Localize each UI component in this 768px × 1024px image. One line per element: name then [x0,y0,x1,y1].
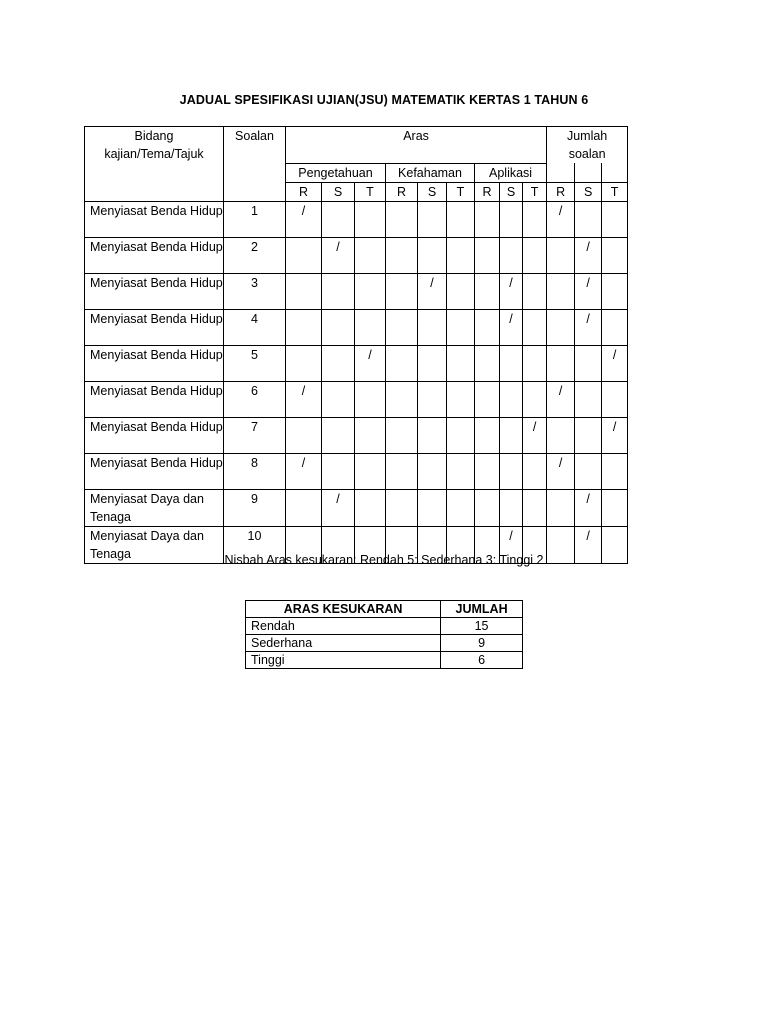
empty-cell [475,417,500,453]
empty-cell [418,237,447,273]
empty-cell [547,273,575,309]
summary-row [246,652,523,669]
empty-cell [475,309,500,345]
topic-cell: Menyiasat Daya dan Tenaga [85,526,224,563]
empty-cell [386,381,418,417]
empty-cell [602,237,628,273]
tick-mark: / [286,201,322,237]
empty-cell [475,273,500,309]
question-number-cell: 4 [224,309,286,345]
empty-cell [386,417,418,453]
topic-cell: Menyiasat Benda Hidup [85,201,224,237]
header-sub-s: S [500,182,523,201]
tick-mark: / [322,489,355,526]
tick-mark: / [500,273,523,309]
summary-row [246,618,523,635]
empty-cell [355,489,386,526]
empty-cell [547,237,575,273]
empty-cell [355,273,386,309]
empty-cell [286,345,322,381]
header-sub-s: S [322,182,355,201]
empty-cell [500,237,523,273]
empty-cell [418,345,447,381]
empty-cell [418,309,447,345]
empty-cell [475,237,500,273]
empty-cell [286,417,322,453]
table-row [85,201,628,237]
header-sub-s: S [575,182,602,201]
empty-cell [447,345,475,381]
empty-cell [386,237,418,273]
header-total-spacer [575,163,602,182]
tick-mark: / [547,381,575,417]
empty-cell [447,237,475,273]
table-row [85,489,628,526]
header-group: Aplikasi [475,163,547,182]
empty-cell [500,381,523,417]
header-group: Pengetahuan [286,163,386,182]
empty-cell [523,273,547,309]
tick-mark: / [575,309,602,345]
empty-cell [418,453,447,489]
empty-cell [523,453,547,489]
empty-cell [386,345,418,381]
empty-cell [418,201,447,237]
empty-cell [475,201,500,237]
question-number-cell: 1 [224,201,286,237]
empty-cell [475,381,500,417]
empty-cell [547,309,575,345]
question-number-cell: 6 [224,381,286,417]
empty-cell [575,381,602,417]
question-number-cell: 10 [224,526,286,563]
empty-cell [322,453,355,489]
empty-cell [286,273,322,309]
tick-mark: / [500,309,523,345]
empty-cell [286,237,322,273]
empty-cell [447,309,475,345]
empty-cell [602,201,628,237]
tick-mark: / [575,237,602,273]
ratio-note: Nisbah Aras kesukaran: Rendah 5: Sederhana 3: Tinggi 2 [224,553,544,567]
topic-cell: Menyiasat Benda Hidup [85,273,224,309]
empty-cell [602,309,628,345]
empty-cell [500,489,523,526]
empty-cell [575,345,602,381]
table-row [85,237,628,273]
empty-cell [322,381,355,417]
header-sub-s: S [418,182,447,201]
summary-count: 15 [441,618,523,635]
empty-cell [500,201,523,237]
empty-cell [418,417,447,453]
question-number-cell: 9 [224,489,286,526]
summary-count: 9 [441,635,523,652]
header-total-spacer [547,163,575,182]
empty-cell [523,489,547,526]
empty-cell [475,453,500,489]
tick-mark: / [575,489,602,526]
topic-cell: Menyiasat Benda Hidup [85,417,224,453]
table-row [85,381,628,417]
topic-cell: Menyiasat Benda Hidup [85,381,224,417]
empty-cell [500,417,523,453]
summary-header-count: JUMLAH [441,601,523,618]
empty-cell [418,489,447,526]
page-title: JADUAL SPESIFIKASI UJIAN(JSU) MATEMATIK KERTAS 1 TAHUN 6 [179,93,589,107]
summary-table [245,600,523,669]
tick-mark: / [286,381,322,417]
empty-cell [447,273,475,309]
header-sub-t: T [447,182,475,201]
empty-cell [447,453,475,489]
header-total-spacer [602,163,628,182]
empty-cell [386,453,418,489]
empty-cell [523,381,547,417]
topic-cell: Menyiasat Benda Hidup [85,309,224,345]
empty-cell [602,273,628,309]
table-row [85,345,628,381]
question-number-cell: 5 [224,345,286,381]
empty-cell [602,453,628,489]
empty-cell [447,489,475,526]
empty-cell [523,237,547,273]
empty-cell [602,381,628,417]
empty-cell [475,345,500,381]
empty-cell [286,309,322,345]
empty-cell [355,453,386,489]
summary-level: Sederhana [246,635,441,652]
empty-cell [547,345,575,381]
empty-cell [355,237,386,273]
empty-cell [322,201,355,237]
question-number-cell: 8 [224,453,286,489]
header-question: Soalan [224,127,286,202]
question-number-cell: 3 [224,273,286,309]
empty-cell [575,417,602,453]
table-row [85,273,628,309]
tick-mark: / [602,417,628,453]
empty-cell [523,309,547,345]
empty-cell [355,309,386,345]
header-sub-r: R [386,182,418,201]
question-number-cell: 2 [224,237,286,273]
header-total: Jumlah soalan [547,127,628,164]
header-sub-t: T [355,182,386,201]
empty-cell [355,381,386,417]
tick-mark: / [602,345,628,381]
header-sub-t: T [523,182,547,201]
summary-level: Rendah [246,618,441,635]
topic-cell: Menyiasat Daya dan Tenaga [85,489,224,526]
header-level: Aras [286,127,547,164]
empty-cell [575,201,602,237]
tick-mark: / [575,526,602,563]
table-row [85,417,628,453]
empty-cell [447,381,475,417]
empty-cell [447,417,475,453]
tick-mark: / [547,453,575,489]
tick-mark: / [500,526,523,563]
empty-cell [418,381,447,417]
empty-cell [547,417,575,453]
tick-mark: / [418,273,447,309]
empty-cell [355,201,386,237]
summary-level: Tinggi [246,652,441,669]
topic-cell: Menyiasat Benda Hidup [85,345,224,381]
header-sub-t: T [602,182,628,201]
empty-cell [575,453,602,489]
empty-cell [286,489,322,526]
empty-cell [500,345,523,381]
empty-cell [447,201,475,237]
tick-mark: / [286,453,322,489]
header-sub-r: R [475,182,500,201]
summary-header-level: ARAS KESUKARAN [246,601,441,618]
topic-cell: Menyiasat Benda Hidup [85,453,224,489]
empty-cell [322,417,355,453]
empty-cell [523,201,547,237]
empty-cell [523,345,547,381]
empty-cell [602,489,628,526]
tick-mark: / [575,273,602,309]
summary-count: 6 [441,652,523,669]
question-number-cell: 7 [224,417,286,453]
header-sub-r: R [286,182,322,201]
empty-cell [386,309,418,345]
empty-cell [386,201,418,237]
tick-mark: / [355,345,386,381]
summary-row [246,635,523,652]
empty-cell [547,489,575,526]
spec-table [84,126,628,564]
empty-cell [322,273,355,309]
tick-mark: / [547,201,575,237]
empty-cell [475,489,500,526]
header-topic: Bidang kajian/Tema/Tajuk [85,127,224,202]
empty-cell [500,453,523,489]
topic-cell: Menyiasat Benda Hidup [85,237,224,273]
table-row [85,309,628,345]
empty-cell [355,417,386,453]
empty-cell [322,345,355,381]
table-row [85,453,628,489]
tick-mark: / [322,237,355,273]
header-group: Kefahaman [386,163,475,182]
empty-cell [386,489,418,526]
header-sub-r: R [547,182,575,201]
empty-cell [386,273,418,309]
empty-cell [322,309,355,345]
tick-mark: / [523,417,547,453]
